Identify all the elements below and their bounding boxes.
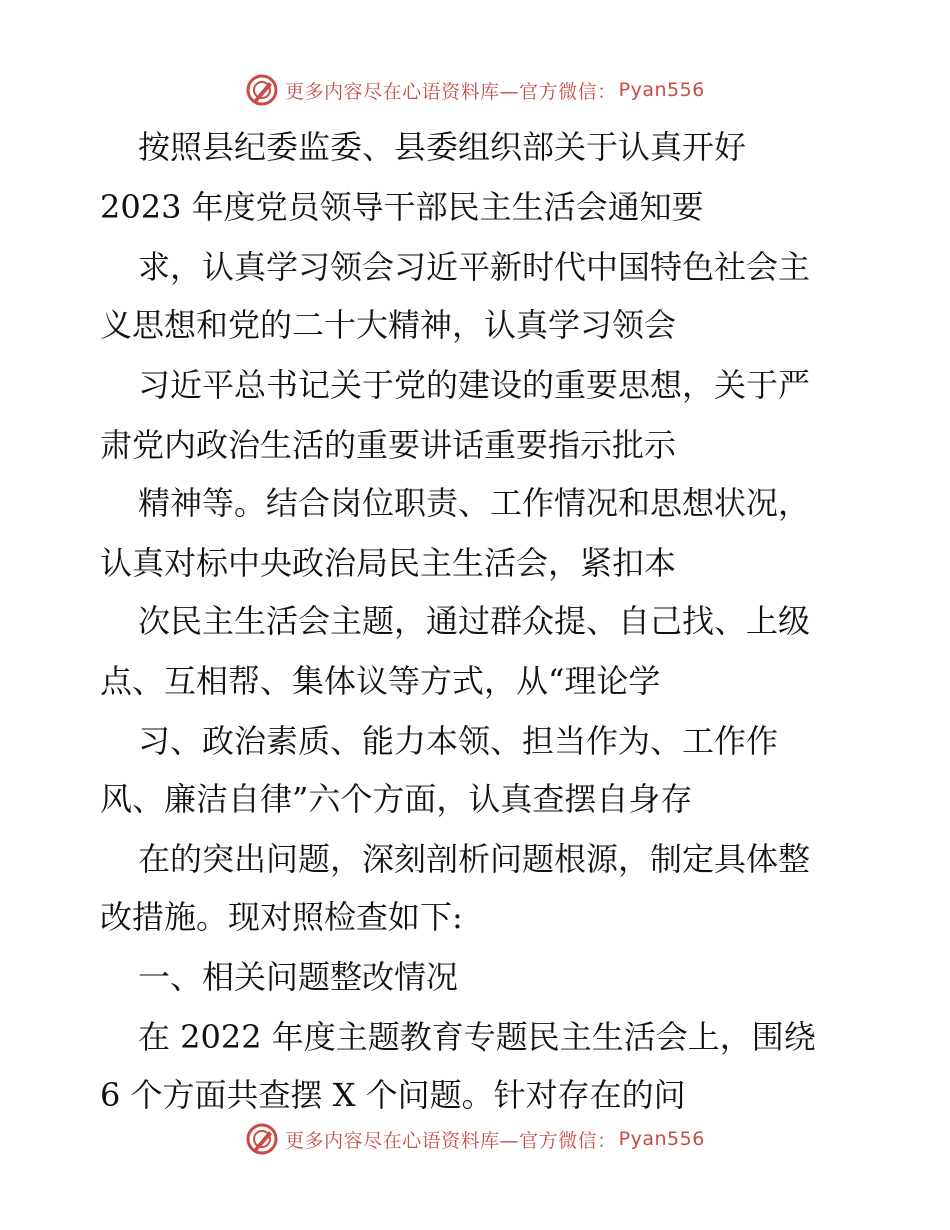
text-line: 精神等。结合岗位职责、工作情况和思想状况， [138, 484, 811, 522]
text-line: 义思想和党的二十大精神，认真学习领会 [100, 306, 677, 344]
text-line: 点、互相帮、集体议等方式，从“理论学 [100, 662, 661, 700]
text-line: 在 2022 年度主题教育专题民主生活会上，围绕 [138, 1018, 816, 1056]
watermark-footer [0, 1119, 950, 1159]
watermark-header [0, 70, 950, 110]
text-line: 在的突出问题，深刻剖析问题根源，制定具体整 [138, 840, 811, 878]
watermark-wechat-id: Pyan556 [618, 1128, 705, 1150]
text-line: 2023 年度党员领导干部民主生活会通知要 [100, 188, 704, 226]
text-line: 6 个方面共查摆 X 个问题。针对存在的问 [100, 1076, 686, 1114]
watermark-text: 更多内容尽在心语资料库—官方微信： [285, 1129, 617, 1152]
pen-logo-icon [245, 73, 279, 107]
text-line: 风、廉洁自律”六个方面，认真查摆自身存 [100, 780, 693, 818]
text-line: 肃党内政治生活的重要讲话重要指示批示 [100, 426, 677, 464]
text-line: 次民主生活会主题，通过群众提、自己找、上级 [138, 602, 811, 640]
section-heading: 一、相关问题整改情况 [138, 958, 459, 996]
watermark-text: 更多内容尽在心语资料库—官方微信： [285, 80, 617, 103]
text-line: 认真对标中央政治局民主生活会，紧扣本 [100, 544, 677, 582]
text-line: 求，认真学习领会习近平新时代中国特色社会主 [138, 248, 811, 286]
text-line: 习近平总书记关于党的建设的重要思想，关于严 [138, 366, 811, 404]
text-line: 按照县纪委监委、县委组织部关于认真开好 [138, 128, 747, 166]
text-line: 习、政治素质、能力本领、担当作为、工作作 [138, 722, 779, 760]
watermark-wechat-id: Pyan556 [618, 79, 705, 101]
text-line: 改措施。现对照检查如下: [100, 898, 463, 936]
pen-logo-icon [245, 1122, 279, 1156]
